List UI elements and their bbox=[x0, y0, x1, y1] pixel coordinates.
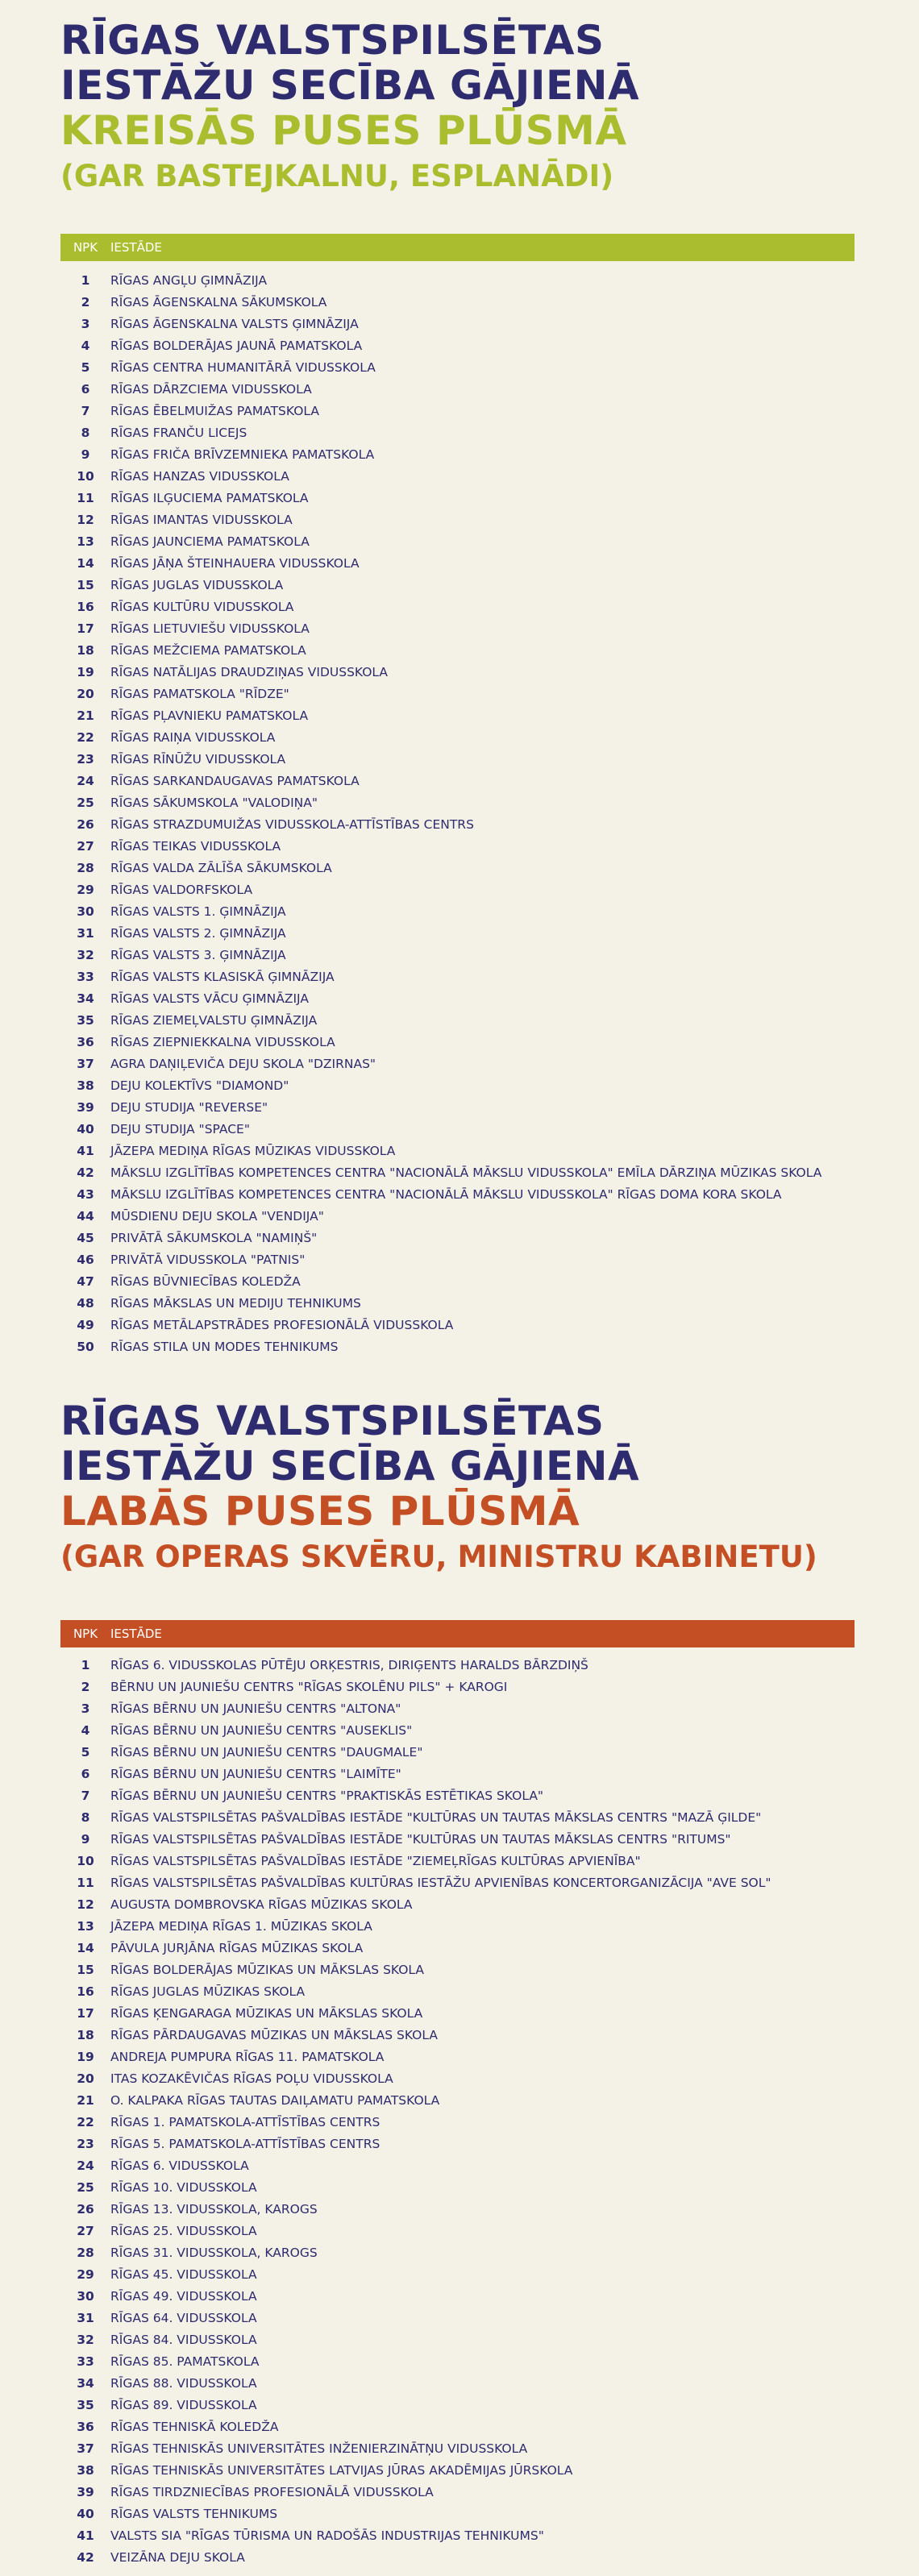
row-number: 29 bbox=[77, 2266, 94, 2282]
row-number: 19 bbox=[77, 664, 94, 679]
row-institution: RĪGAS VALSTSPILSĒTAS PAŠVALDĪBAS KULTŪRAS IESTĀŽU APVIENĪBAS KONCERTORGANIZĀCIJA "AVE SOL" bbox=[110, 1875, 771, 1890]
table-row bbox=[60, 661, 855, 683]
right-table-header bbox=[60, 1620, 855, 1647]
row-number: 2 bbox=[81, 1679, 90, 1694]
row-institution: RĪGAS 6. VIDUSSKOLA bbox=[110, 2158, 249, 2173]
left-title-line1: RĪGAS VALSTSPILSĒTAS bbox=[60, 17, 605, 64]
table-row bbox=[60, 1118, 855, 1140]
row-institution: RĪGAS VALDORFSKOLA bbox=[110, 882, 253, 897]
table-row bbox=[60, 1980, 855, 2002]
row-institution: RĪGAS PĻAVNIEKU PAMATSKOLA bbox=[110, 708, 309, 723]
table-row bbox=[60, 2133, 855, 2154]
table-row bbox=[60, 2546, 855, 2568]
row-number: 25 bbox=[77, 795, 94, 810]
row-institution: RĪGAS BOLDERĀJAS JAUNĀ PAMATSKOLA bbox=[110, 338, 363, 353]
row-institution: VEIZĀNA DEJU SKOLA bbox=[110, 2549, 245, 2565]
table-row bbox=[60, 813, 855, 835]
table-row bbox=[60, 1676, 855, 1697]
table-row bbox=[60, 1140, 855, 1161]
row-number: 34 bbox=[77, 2375, 94, 2391]
row-institution: RĪGAS VALSTSPILSĒTAS PAŠVALDĪBAS IESTĀDE "KULTŪRAS UN TAUTAS MĀKSLAS CENTRS "RITUMS" bbox=[110, 1831, 731, 1847]
row-institution: JĀZEPA MEDIŅA RĪGAS MŪZIKAS VIDUSSKOLA bbox=[110, 1143, 396, 1158]
row-number: 22 bbox=[77, 2114, 94, 2129]
row-number: 3 bbox=[81, 316, 90, 331]
row-number: 16 bbox=[77, 1984, 94, 1999]
row-institution: ANDREJA PUMPURA RĪGAS 11. PAMATSKOLA bbox=[110, 2049, 385, 2064]
table-row bbox=[60, 1959, 855, 1980]
row-institution: RĪGAS ĀGENSKALNA VALSTS ĢIMNĀZIJA bbox=[110, 316, 359, 331]
table-row bbox=[60, 1763, 855, 1785]
row-number: 23 bbox=[77, 751, 94, 767]
row-number: 30 bbox=[77, 904, 94, 919]
table-row bbox=[60, 879, 855, 900]
table-row bbox=[60, 2524, 855, 2546]
row-institution: RĪGAS JUGLAS MŪZIKAS SKOLA bbox=[110, 1984, 306, 1999]
row-number: 16 bbox=[77, 599, 94, 614]
table-row bbox=[60, 400, 855, 422]
row-institution: RĪGAS ZIEPNIEKKALNA VIDUSSKOLA bbox=[110, 1034, 335, 1049]
table-row bbox=[60, 596, 855, 617]
table-row bbox=[60, 1205, 855, 1227]
row-number: 1 bbox=[81, 272, 90, 288]
row-number: 49 bbox=[77, 1317, 94, 1332]
left-table-header bbox=[60, 234, 855, 261]
table-row bbox=[60, 2329, 855, 2350]
table-row bbox=[60, 2089, 855, 2111]
row-institution: ITAS KOZAKĒVIČAS RĪGAS POĻU VIDUSSKOLA bbox=[110, 2071, 393, 2086]
table-row bbox=[60, 1031, 855, 1053]
table-row bbox=[60, 2459, 855, 2481]
row-number: 37 bbox=[77, 1056, 94, 1071]
row-number: 35 bbox=[77, 2397, 94, 2412]
row-institution: MĀKSLU IZGLĪTĪBAS KOMPETENCES CENTRA "NACIONĀLĀ MĀKSLU VIDUSSKOLA" EMĪLA DĀRZIŅA MŪZIKAS SKOLA bbox=[110, 1165, 822, 1180]
table-row bbox=[60, 2394, 855, 2416]
table-row bbox=[60, 1096, 855, 1118]
row-institution: RĪGAS 45. VIDUSSKOLA bbox=[110, 2266, 257, 2282]
row-institution: VALSTS SIA "RĪGAS TŪRISMA UN RADOŠĀS INDUSTRIJAS TEHNIKUMS" bbox=[110, 2528, 544, 2543]
table-row bbox=[60, 2067, 855, 2089]
row-number: 22 bbox=[77, 729, 94, 745]
row-number: 32 bbox=[77, 947, 94, 962]
row-institution: RĪGAS BĒRNU UN JAUNIEŠU CENTRS "PRAKTISKĀS ESTĒTIKAS SKOLA" bbox=[110, 1788, 544, 1803]
row-number: 28 bbox=[77, 2245, 94, 2260]
table-row bbox=[60, 1654, 855, 1676]
row-institution: RĪGAS ILĢUCIEMA PAMATSKOLA bbox=[110, 490, 309, 505]
row-institution: RĪGAS 85. PAMATSKOLA bbox=[110, 2354, 260, 2369]
row-number: 11 bbox=[77, 1875, 94, 1890]
header-npk: NPK bbox=[73, 240, 98, 255]
table-row bbox=[60, 530, 855, 552]
table-row bbox=[60, 1828, 855, 1850]
table-row bbox=[60, 487, 855, 509]
table-row bbox=[60, 1806, 855, 1828]
table-row bbox=[60, 574, 855, 596]
row-institution: RĪGAS TIRDZNIECĪBAS PROFESIONĀLĀ VIDUSSKOLA bbox=[110, 2484, 434, 2499]
row-number: 38 bbox=[77, 2462, 94, 2478]
row-institution: RĪGAS HANZAS VIDUSSKOLA bbox=[110, 468, 289, 484]
row-institution: RĪGAS VALSTS 1. ĢIMNĀZIJA bbox=[110, 904, 286, 919]
table-row bbox=[60, 1719, 855, 1741]
row-number: 12 bbox=[77, 512, 94, 527]
row-institution: RĪGAS ĒBELMUIŽAS PAMATSKOLA bbox=[110, 403, 320, 418]
row-number: 44 bbox=[77, 1208, 94, 1224]
row-number: 43 bbox=[77, 1186, 94, 1202]
table-row bbox=[60, 704, 855, 726]
row-number: 1 bbox=[81, 1657, 90, 1672]
table-row bbox=[60, 2307, 855, 2329]
row-number: 41 bbox=[77, 1143, 94, 1158]
table-row bbox=[60, 1292, 855, 1314]
row-number: 25 bbox=[77, 2179, 94, 2195]
row-number: 20 bbox=[77, 2071, 94, 2086]
row-institution: RĪGAS LIETUVIEŠU VIDUSSKOLA bbox=[110, 621, 310, 636]
table-row bbox=[60, 269, 855, 291]
row-number: 15 bbox=[77, 577, 94, 592]
row-number: 30 bbox=[77, 2288, 94, 2304]
table-row bbox=[60, 900, 855, 922]
row-institution: RĪGAS VALDA ZĀLĪŠA SĀKUMSKOLA bbox=[110, 860, 332, 875]
right-flow-label: LABĀS PUSES PLŪSMĀ bbox=[60, 1488, 580, 1535]
row-number: 17 bbox=[77, 621, 94, 636]
row-number: 5 bbox=[81, 359, 90, 375]
row-institution: RĪGAS BĒRNU UN JAUNIEŠU CENTRS "LAIMĪTE" bbox=[110, 1766, 401, 1781]
table-row bbox=[60, 683, 855, 704]
row-institution: RĪGAS RAIŅA VIDUSSKOLA bbox=[110, 729, 276, 745]
row-institution: RĪGAS BĒRNU UN JAUNIEŠU CENTRS "ALTONA" bbox=[110, 1701, 401, 1716]
table-row bbox=[60, 617, 855, 639]
row-institution: RĪGAS VALSTS 3. ĢIMNĀZIJA bbox=[110, 947, 286, 962]
table-row bbox=[60, 552, 855, 574]
table-row bbox=[60, 1314, 855, 1336]
row-institution: RĪGAS 31. VIDUSSKOLA, KAROGS bbox=[110, 2245, 318, 2260]
row-institution: RĪGAS TEIKAS VIDUSSKOLA bbox=[110, 838, 281, 854]
row-institution: MŪSDIENU DEJU SKOLA "VENDIJA" bbox=[110, 1208, 324, 1224]
table-row bbox=[60, 1741, 855, 1763]
row-institution: BĒRNU UN JAUNIEŠU CENTRS "RĪGAS SKOLĒNU PILS" + KAROGI bbox=[110, 1679, 508, 1694]
table-row bbox=[60, 2242, 855, 2263]
row-institution: RĪGAS VALSTS VĀCU ĢIMNĀZIJA bbox=[110, 991, 309, 1006]
row-institution: RĪGAS TEHNISKĀS UNIVERSITĀTES INŽENIERZINĀTŅU VIDUSSKOLA bbox=[110, 2441, 528, 2456]
row-institution: DEJU STUDIJA "REVERSE" bbox=[110, 1099, 268, 1115]
table-row bbox=[60, 1053, 855, 1074]
row-institution: DEJU STUDIJA "SPACE" bbox=[110, 1121, 250, 1136]
table-row bbox=[60, 2154, 855, 2176]
row-institution: RĪGAS 5. PAMATSKOLA-ATTĪSTĪBAS CENTRS bbox=[110, 2136, 380, 2151]
row-number: 21 bbox=[77, 708, 94, 723]
row-number: 18 bbox=[77, 642, 94, 658]
table-row bbox=[60, 2198, 855, 2220]
row-number: 9 bbox=[81, 447, 90, 462]
row-number: 41 bbox=[77, 2528, 94, 2543]
left-table-body bbox=[60, 261, 855, 1357]
row-number: 39 bbox=[77, 1099, 94, 1115]
table-row bbox=[60, 2285, 855, 2307]
row-number: 48 bbox=[77, 1295, 94, 1311]
row-number: 8 bbox=[81, 425, 90, 440]
table-row bbox=[60, 313, 855, 334]
right-title-line1: RĪGAS VALSTSPILSĒTAS bbox=[60, 1398, 605, 1444]
row-number: 3 bbox=[81, 1701, 90, 1716]
row-number: 12 bbox=[77, 1897, 94, 1912]
table-row bbox=[60, 1893, 855, 1915]
row-number: 6 bbox=[81, 381, 90, 397]
table-row bbox=[60, 1937, 855, 1959]
row-institution: RĪGAS 84. VIDUSSKOLA bbox=[110, 2332, 257, 2347]
row-institution: RĪGAS TEHNISKĀ KOLEDŽA bbox=[110, 2419, 279, 2434]
row-number: 13 bbox=[77, 534, 94, 549]
table-row bbox=[60, 1074, 855, 1096]
row-number: 13 bbox=[77, 1918, 94, 1934]
table-row bbox=[60, 2350, 855, 2372]
row-institution: PRIVĀTĀ VIDUSSKOLA "PATNIS" bbox=[110, 1252, 306, 1267]
table-row bbox=[60, 1227, 855, 1249]
header-iestade: IESTĀDE bbox=[110, 1627, 162, 1641]
table-row bbox=[60, 1785, 855, 1806]
row-number: 4 bbox=[81, 338, 90, 353]
row-number: 33 bbox=[77, 2354, 94, 2369]
row-number: 24 bbox=[77, 2158, 94, 2173]
row-institution: RĪGAS BŪVNIECĪBAS KOLEDŽA bbox=[110, 1273, 301, 1289]
row-number: 27 bbox=[77, 838, 94, 854]
table-row bbox=[60, 2503, 855, 2524]
row-number: 24 bbox=[77, 773, 94, 788]
row-institution: RĪGAS 88. VIDUSSKOLA bbox=[110, 2375, 257, 2391]
row-number: 46 bbox=[77, 1252, 94, 1267]
row-institution: RĪGAS STRAZDUMUIŽAS VIDUSSKOLA-ATTĪSTĪBAS CENTRS bbox=[110, 816, 474, 832]
row-number: 27 bbox=[77, 2223, 94, 2238]
row-number: 10 bbox=[77, 1853, 94, 1868]
row-institution: RĪGAS JUGLAS VIDUSSKOLA bbox=[110, 577, 284, 592]
row-institution: RĪGAS RĪNŪŽU VIDUSSKOLA bbox=[110, 751, 286, 767]
row-institution: AUGUSTA DOMBROVSKA RĪGAS MŪZIKAS SKOLA bbox=[110, 1897, 413, 1912]
table-row bbox=[60, 966, 855, 987]
row-institution: RĪGAS CENTRA HUMANITĀRĀ VIDUSSKOLA bbox=[110, 359, 376, 375]
row-institution: MĀKSLU IZGLĪTĪBAS KOMPETENCES CENTRA "NACIONĀLĀ MĀKSLU VIDUSSKOLA" RĪGAS DOMA KORA SKOLA bbox=[110, 1186, 782, 1202]
left-flow-heading bbox=[60, 18, 867, 195]
left-flow-label: KREISĀS PUSES PLŪSMĀ bbox=[60, 107, 627, 154]
row-institution: RĪGAS VALSTS KLASISKĀ ĢIMNĀZIJA bbox=[110, 969, 335, 984]
row-institution: O. KALPAKA RĪGAS TAUTAS DAIĻAMATU PAMATSKOLA bbox=[110, 2092, 440, 2108]
row-institution: RĪGAS SARKANDAUGAVAS PAMATSKOLA bbox=[110, 773, 360, 788]
row-number: 5 bbox=[81, 1744, 90, 1760]
table-row bbox=[60, 1336, 855, 1357]
row-institution: RĪGAS IMANTAS VIDUSSKOLA bbox=[110, 512, 293, 527]
row-number: 50 bbox=[77, 1339, 94, 1354]
row-number: 21 bbox=[77, 2092, 94, 2108]
table-row bbox=[60, 2416, 855, 2437]
row-institution: RĪGAS VALSTS TEHNIKUMS bbox=[110, 2506, 278, 2521]
table-row bbox=[60, 356, 855, 378]
row-institution: RĪGAS ĶENGARAGA MŪZIKAS UN MĀKSLAS SKOLA bbox=[110, 2005, 423, 2021]
row-institution: PĀVULA JURJĀNA RĪGAS MŪZIKAS SKOLA bbox=[110, 1940, 364, 1955]
table-row bbox=[60, 2372, 855, 2394]
table-row bbox=[60, 1872, 855, 1893]
row-number: 10 bbox=[77, 468, 94, 484]
right-title-line2: IESTĀŽU SECĪBA GĀJIENĀ bbox=[60, 1443, 640, 1490]
row-number: 40 bbox=[77, 1121, 94, 1136]
row-number: 7 bbox=[81, 403, 90, 418]
table-row bbox=[60, 2176, 855, 2198]
table-row bbox=[60, 2220, 855, 2242]
row-institution: RĪGAS PĀRDAUGAVAS MŪZIKAS UN MĀKSLAS SKOLA bbox=[110, 2027, 438, 2042]
row-institution: RĪGAS 25. VIDUSSKOLA bbox=[110, 2223, 257, 2238]
row-number: 45 bbox=[77, 1230, 94, 1245]
row-number: 39 bbox=[77, 2484, 94, 2499]
row-institution: RĪGAS KULTŪRU VIDUSSKOLA bbox=[110, 599, 294, 614]
right-flow-table bbox=[60, 1620, 855, 2568]
row-number: 19 bbox=[77, 2049, 94, 2064]
table-row bbox=[60, 922, 855, 944]
row-institution: RĪGAS METĀLAPSTRĀDES PROFESIONĀLĀ VIDUSSKOLA bbox=[110, 1317, 454, 1332]
table-row bbox=[60, 2024, 855, 2046]
left-route-label: (GAR BASTEJKALNU, ESPLANĀDI) bbox=[60, 159, 614, 193]
row-number: 26 bbox=[77, 2201, 94, 2217]
table-row bbox=[60, 2437, 855, 2459]
row-institution: PRIVĀTĀ SĀKUMSKOLA "NAMIŅŠ" bbox=[110, 1230, 318, 1245]
row-number: 28 bbox=[77, 860, 94, 875]
row-number: 6 bbox=[81, 1766, 90, 1781]
row-number: 17 bbox=[77, 2005, 94, 2021]
row-institution: RĪGAS TEHNISKĀS UNIVERSITĀTES LATVIJAS JŪRAS AKADĒMIJAS JŪRSKOLA bbox=[110, 2462, 573, 2478]
table-row bbox=[60, 291, 855, 313]
row-institution: RĪGAS DĀRZCIEMA VIDUSSKOLA bbox=[110, 381, 312, 397]
left-title-line2: IESTĀŽU SECĪBA GĀJIENĀ bbox=[60, 62, 640, 109]
table-row bbox=[60, 443, 855, 465]
row-institution: RĪGAS STILA UN MODES TEHNIKUMS bbox=[110, 1339, 339, 1354]
row-number: 40 bbox=[77, 2506, 94, 2521]
row-number: 18 bbox=[77, 2027, 94, 2042]
row-number: 42 bbox=[77, 2549, 94, 2565]
row-institution: RĪGAS PAMATSKOLA "RĪDZE" bbox=[110, 686, 289, 701]
table-row bbox=[60, 1270, 855, 1292]
row-number: 36 bbox=[77, 1034, 94, 1049]
table-row bbox=[60, 1161, 855, 1183]
row-number: 35 bbox=[77, 1012, 94, 1028]
row-number: 34 bbox=[77, 991, 94, 1006]
table-row bbox=[60, 509, 855, 530]
row-institution: RĪGAS MĀKSLAS UN MEDIJU TEHNIKUMS bbox=[110, 1295, 361, 1311]
table-row bbox=[60, 2481, 855, 2503]
row-institution: RĪGAS NATĀLIJAS DRAUDZIŅAS VIDUSSKOLA bbox=[110, 664, 389, 679]
row-institution: RĪGAS VALSTSPILSĒTAS PAŠVALDĪBAS IESTĀDE "ZIEMEĻRĪGAS KULTŪRAS APVIENĪBA" bbox=[110, 1853, 641, 1868]
row-institution: RĪGAS 10. VIDUSSKOLA bbox=[110, 2179, 257, 2195]
row-institution: RĪGAS JĀŅA ŠTEINHAUERA VIDUSSKOLA bbox=[110, 555, 360, 571]
table-row bbox=[60, 770, 855, 791]
row-institution: RĪGAS 13. VIDUSSKOLA, KAROGS bbox=[110, 2201, 318, 2217]
row-institution: RĪGAS ANGĻU ĢIMNĀZIJA bbox=[110, 272, 268, 288]
row-institution: RĪGAS ĀGENSKALNA SĀKUMSKOLA bbox=[110, 294, 327, 310]
row-number: 32 bbox=[77, 2332, 94, 2347]
row-number: 31 bbox=[77, 2310, 94, 2325]
row-institution: RĪGAS VALSTS 2. ĢIMNĀZIJA bbox=[110, 925, 286, 941]
row-number: 38 bbox=[77, 1078, 94, 1093]
table-row bbox=[60, 726, 855, 748]
table-row bbox=[60, 835, 855, 857]
row-institution: RĪGAS JAUNCIEMA PAMATSKOLA bbox=[110, 534, 310, 549]
row-institution: RĪGAS FRANČU LICEJS bbox=[110, 425, 247, 440]
row-number: 26 bbox=[77, 816, 94, 832]
table-row bbox=[60, 2111, 855, 2133]
table-row bbox=[60, 378, 855, 400]
table-row bbox=[60, 987, 855, 1009]
row-institution: RĪGAS ZIEMEĻVALSTU ĢIMNĀZIJA bbox=[110, 1012, 318, 1028]
row-number: 36 bbox=[77, 2419, 94, 2434]
row-number: 14 bbox=[77, 555, 94, 571]
row-institution: RĪGAS BĒRNU UN JAUNIEŠU CENTRS "DAUGMALE" bbox=[110, 1744, 423, 1760]
row-number: 33 bbox=[77, 969, 94, 984]
row-institution: RĪGAS 6. VIDUSSKOLAS PŪTĒJU ORĶESTRIS, DIRIĢENTS HARALDS BĀRZDIŅŠ bbox=[110, 1657, 588, 1672]
row-number: 14 bbox=[77, 1940, 94, 1955]
table-row bbox=[60, 1249, 855, 1270]
table-row bbox=[60, 748, 855, 770]
header-iestade: IESTĀDE bbox=[110, 240, 162, 255]
row-number: 8 bbox=[81, 1809, 90, 1825]
table-row bbox=[60, 1850, 855, 1872]
row-number: 37 bbox=[77, 2441, 94, 2456]
row-institution: RĪGAS 89. VIDUSSKOLA bbox=[110, 2397, 257, 2412]
row-number: 15 bbox=[77, 1962, 94, 1977]
row-institution: DEJU KOLEKTĪVS "DIAMOND" bbox=[110, 1078, 289, 1093]
table-row bbox=[60, 1009, 855, 1031]
row-institution: RĪGAS VALSTSPILSĒTAS PAŠVALDĪBAS IESTĀDE "KULTŪRAS UN TAUTAS MĀKSLAS CENTRS "MAZĀ ĢILDE" bbox=[110, 1809, 762, 1825]
row-institution: RĪGAS 1. PAMATSKOLA-ATTĪSTĪBAS CENTRS bbox=[110, 2114, 380, 2129]
row-number: 42 bbox=[77, 1165, 94, 1180]
row-institution: RĪGAS BOLDERĀJAS MŪZIKAS UN MĀKSLAS SKOLA bbox=[110, 1962, 425, 1977]
row-number: 20 bbox=[77, 686, 94, 701]
right-route-label: (GAR OPERAS SKVĒRU, MINISTRU KABINETU) bbox=[60, 1539, 817, 1574]
row-institution: RĪGAS FRIČA BRĪVZEMNIEKA PAMATSKOLA bbox=[110, 447, 375, 462]
row-number: 31 bbox=[77, 925, 94, 941]
table-row bbox=[60, 2046, 855, 2067]
header-npk: NPK bbox=[73, 1627, 98, 1641]
row-number: 47 bbox=[77, 1273, 94, 1289]
row-number: 11 bbox=[77, 490, 94, 505]
table-row bbox=[60, 944, 855, 966]
table-row bbox=[60, 1915, 855, 1937]
table-row bbox=[60, 1183, 855, 1205]
row-institution: AGRA DAŅIĻEVIČA DEJU SKOLA "DZIRNAS" bbox=[110, 1056, 376, 1071]
row-number: 29 bbox=[77, 882, 94, 897]
row-institution: RĪGAS MEŽCIEMA PAMATSKOLA bbox=[110, 642, 306, 658]
table-row bbox=[60, 1697, 855, 1719]
table-row bbox=[60, 2263, 855, 2285]
row-number: 4 bbox=[81, 1722, 90, 1738]
row-institution: RĪGAS SĀKUMSKOLA "VALODIŅA" bbox=[110, 795, 318, 810]
right-flow-heading bbox=[60, 1398, 867, 1576]
right-table-body bbox=[60, 1647, 855, 2568]
table-row bbox=[60, 334, 855, 356]
row-number: 2 bbox=[81, 294, 90, 310]
table-row bbox=[60, 2002, 855, 2024]
row-number: 9 bbox=[81, 1831, 90, 1847]
row-institution: RĪGAS BĒRNU UN JAUNIEŠU CENTRS "AUSEKLIS" bbox=[110, 1722, 413, 1738]
table-row bbox=[60, 791, 855, 813]
table-row bbox=[60, 639, 855, 661]
row-institution: JĀZEPA MEDIŅA RĪGAS 1. MŪZIKAS SKOLA bbox=[110, 1918, 372, 1934]
row-number: 7 bbox=[81, 1788, 90, 1803]
row-number: 23 bbox=[77, 2136, 94, 2151]
left-flow-table bbox=[60, 234, 855, 1357]
row-institution: RĪGAS 49. VIDUSSKOLA bbox=[110, 2288, 257, 2304]
table-row bbox=[60, 465, 855, 487]
row-institution: RĪGAS 64. VIDUSSKOLA bbox=[110, 2310, 257, 2325]
table-row bbox=[60, 422, 855, 443]
table-row bbox=[60, 857, 855, 879]
